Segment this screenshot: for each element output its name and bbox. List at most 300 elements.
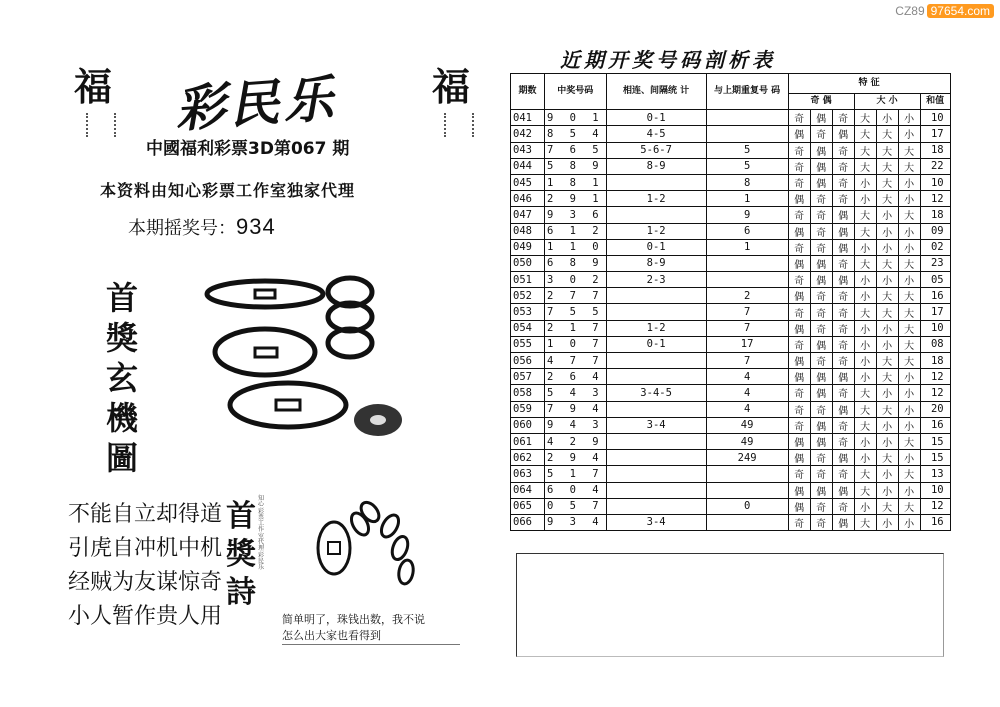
cell-period: 066 <box>511 514 545 530</box>
cell-sum: 15 <box>920 450 950 466</box>
cell-odd-even: 偶 <box>788 482 810 498</box>
cell-big-small: 大 <box>876 126 898 142</box>
cell-odd-even: 奇 <box>788 385 810 401</box>
cell-sum: 17 <box>920 304 950 320</box>
cell-odd-even: 奇 <box>788 336 810 352</box>
cell-odd-even: 奇 <box>810 304 832 320</box>
hint-line: 怎么出大家也看得到 <box>282 629 381 642</box>
cell-period: 047 <box>511 207 545 223</box>
xuanji-char: 首 <box>105 279 138 317</box>
cell-period: 059 <box>511 401 545 417</box>
table-row <box>511 466 951 482</box>
fu-character-left <box>74 56 116 137</box>
cell-odd-even: 奇 <box>788 304 810 320</box>
cell-repeat <box>706 482 788 498</box>
cell-period: 050 <box>511 255 545 271</box>
cell-big-small: 小 <box>854 272 876 288</box>
cell-sum: 16 <box>920 288 950 304</box>
cell-big-small: 小 <box>876 482 898 498</box>
poem-line: 小人暂作贵人用 <box>68 604 223 629</box>
table-row <box>511 482 951 498</box>
table-row <box>511 255 951 271</box>
cell-winning: 7 6 5 <box>545 142 607 158</box>
table-row <box>511 223 951 239</box>
cell-winning: 5 1 7 <box>545 466 607 482</box>
cell-big-small: 小 <box>876 336 898 352</box>
cell-odd-even: 偶 <box>832 450 854 466</box>
cell-odd-even: 奇 <box>832 417 854 433</box>
cell-winning: 1 0 7 <box>545 336 607 352</box>
cell-adjacent: 8-9 <box>606 158 706 174</box>
cell-period: 064 <box>511 482 545 498</box>
cell-odd-even: 奇 <box>788 466 810 482</box>
cell-odd-even: 偶 <box>810 433 832 449</box>
cell-adjacent <box>606 433 706 449</box>
fu-character-right <box>432 56 474 137</box>
cell-big-small: 大 <box>876 304 898 320</box>
cell-period: 058 <box>511 385 545 401</box>
cell-big-small: 大 <box>898 466 920 482</box>
cell-big-small: 大 <box>876 255 898 271</box>
cell-big-small: 大 <box>854 142 876 158</box>
header-sum: 和值 <box>920 94 950 110</box>
table-row <box>511 126 951 142</box>
cell-repeat: 5 <box>706 142 788 158</box>
cell-odd-even: 奇 <box>810 288 832 304</box>
cell-big-small: 小 <box>854 369 876 385</box>
cell-period: 041 <box>511 110 545 126</box>
cell-period: 062 <box>511 450 545 466</box>
cell-sum: 16 <box>920 514 950 530</box>
pendant-coin-icon <box>318 522 350 574</box>
cell-adjacent <box>606 207 706 223</box>
cell-big-small: 大 <box>876 353 898 369</box>
cell-big-small: 小 <box>876 433 898 449</box>
poem-line: 经贼为友谋惊奇 <box>68 570 223 595</box>
xuanji-char: 機 <box>105 399 138 437</box>
cell-adjacent: 1-2 <box>606 191 706 207</box>
cell-adjacent: 8-9 <box>606 255 706 271</box>
cell-big-small: 小 <box>898 191 920 207</box>
cell-adjacent <box>606 369 706 385</box>
coin-diagram <box>200 260 420 450</box>
cell-big-small: 小 <box>854 174 876 190</box>
cell-odd-even: 奇 <box>810 514 832 530</box>
cell-sum: 16 <box>920 417 950 433</box>
cell-odd-even: 偶 <box>810 482 832 498</box>
cell-sum: 12 <box>920 498 950 514</box>
cell-odd-even: 偶 <box>832 514 854 530</box>
cell-big-small: 大 <box>854 385 876 401</box>
cell-winning: 6 0 4 <box>545 482 607 498</box>
coin-hole-icon <box>276 400 300 410</box>
cell-sum: 05 <box>920 272 950 288</box>
cell-repeat: 0 <box>706 498 788 514</box>
cell-odd-even: 偶 <box>788 288 810 304</box>
cell-repeat: 4 <box>706 401 788 417</box>
cell-big-small: 小 <box>876 223 898 239</box>
cell-period: 056 <box>511 353 545 369</box>
header-repeat: 与上期重复号 码 <box>706 74 788 110</box>
table-row <box>511 174 951 190</box>
cell-adjacent: 1-2 <box>606 223 706 239</box>
cell-big-small: 小 <box>876 272 898 288</box>
cell-period: 065 <box>511 498 545 514</box>
table-row <box>511 272 951 288</box>
cell-repeat: 1 <box>706 191 788 207</box>
cell-repeat <box>706 255 788 271</box>
cell-big-small: 小 <box>898 514 920 530</box>
poem <box>68 498 222 634</box>
cell-repeat: 8 <box>706 174 788 190</box>
cell-winning: 3 0 2 <box>545 272 607 288</box>
table-row <box>511 498 951 514</box>
cell-winning: 2 9 4 <box>545 450 607 466</box>
cell-adjacent: 0-1 <box>606 336 706 352</box>
table-row <box>511 433 951 449</box>
cell-sum: 17 <box>920 126 950 142</box>
cell-odd-even: 偶 <box>788 433 810 449</box>
cell-big-small: 大 <box>898 304 920 320</box>
cell-big-small: 小 <box>854 433 876 449</box>
cell-sum: 18 <box>920 207 950 223</box>
table-row <box>511 142 951 158</box>
cell-big-small: 大 <box>854 223 876 239</box>
cell-big-small: 大 <box>898 336 920 352</box>
cell-sum: 10 <box>920 174 950 190</box>
issue-line: 中國福利彩票3D第067 期 <box>146 139 350 159</box>
cell-odd-even: 偶 <box>810 369 832 385</box>
cell-adjacent: 4-5 <box>606 126 706 142</box>
watermark-site: 97654.com <box>927 4 994 18</box>
cell-odd-even: 偶 <box>810 255 832 271</box>
cell-big-small: 小 <box>854 191 876 207</box>
cell-big-small: 小 <box>898 174 920 190</box>
cell-adjacent <box>606 466 706 482</box>
draw-result <box>128 214 276 240</box>
table-row <box>511 191 951 207</box>
poem-head-char: 獎 <box>226 537 256 572</box>
cell-winning: 9 3 4 <box>545 514 607 530</box>
tassel-right-icon <box>444 113 474 137</box>
cell-period: 042 <box>511 126 545 142</box>
table-row <box>511 385 951 401</box>
xuanji-char: 獎 <box>105 319 138 357</box>
coin-pendant-diagram <box>308 496 468 606</box>
cell-winning: 6 1 2 <box>545 223 607 239</box>
cell-big-small: 大 <box>876 191 898 207</box>
coin-long-top-icon <box>207 281 323 307</box>
cell-winning: 2 9 1 <box>545 191 607 207</box>
cell-sum: 20 <box>920 401 950 417</box>
table-row <box>511 288 951 304</box>
cell-winning: 9 0 1 <box>545 110 607 126</box>
cell-big-small: 大 <box>854 482 876 498</box>
cell-odd-even: 奇 <box>788 142 810 158</box>
cell-winning: 2 7 7 <box>545 288 607 304</box>
draw-number: 934 <box>236 214 276 239</box>
agency-notice: 本资料由知心彩票工作室独家代理 <box>100 181 356 200</box>
vertical-note: 知心彩票工作室代理彩民乐 <box>258 495 265 572</box>
cell-big-small: 大 <box>854 466 876 482</box>
cell-big-small: 大 <box>876 142 898 158</box>
cell-odd-even: 偶 <box>810 158 832 174</box>
cell-period: 046 <box>511 191 545 207</box>
poem-head-char: 詩 <box>226 575 256 610</box>
cell-big-small: 小 <box>898 417 920 433</box>
cell-odd-even: 奇 <box>810 498 832 514</box>
cell-big-small: 大 <box>876 401 898 417</box>
table-row <box>511 239 951 255</box>
cell-adjacent: 0-1 <box>606 239 706 255</box>
cell-big-small: 小 <box>854 450 876 466</box>
header-odd-even: 奇 偶 <box>788 94 854 110</box>
cell-odd-even: 奇 <box>810 466 832 482</box>
cell-adjacent: 3-4 <box>606 417 706 433</box>
cell-big-small: 大 <box>898 142 920 158</box>
table-title: 近期开奖号码剖析表 <box>560 48 776 72</box>
draw-label: 本期摇奖号： <box>128 218 236 239</box>
cell-odd-even: 偶 <box>788 498 810 514</box>
cell-period: 054 <box>511 320 545 336</box>
pendant-ring-icon <box>397 559 415 585</box>
cell-odd-even: 奇 <box>810 207 832 223</box>
cell-odd-even: 偶 <box>788 126 810 142</box>
tassel-left-icon <box>86 113 116 137</box>
cell-big-small: 大 <box>854 158 876 174</box>
cell-odd-even: 偶 <box>832 223 854 239</box>
cell-odd-even: 奇 <box>832 174 854 190</box>
cell-big-small: 大 <box>898 158 920 174</box>
cell-odd-even: 奇 <box>810 223 832 239</box>
coin-hole-icon <box>255 290 275 298</box>
table-row <box>511 320 951 336</box>
cell-big-small: 大 <box>854 417 876 433</box>
page-title: 彩民乐 <box>173 68 340 139</box>
cell-odd-even: 偶 <box>832 207 854 223</box>
cell-odd-even: 奇 <box>832 320 854 336</box>
cell-winning: 5 8 9 <box>545 158 607 174</box>
cell-sum: 18 <box>920 142 950 158</box>
cell-big-small: 大 <box>854 401 876 417</box>
cell-big-small: 小 <box>854 498 876 514</box>
cell-repeat: 9 <box>706 207 788 223</box>
cell-big-small: 大 <box>876 369 898 385</box>
cell-sum: 09 <box>920 223 950 239</box>
cell-big-small: 小 <box>898 450 920 466</box>
cell-period: 053 <box>511 304 545 320</box>
cell-odd-even: 奇 <box>788 174 810 190</box>
cell-period: 057 <box>511 369 545 385</box>
table-row <box>511 401 951 417</box>
cell-odd-even: 奇 <box>832 336 854 352</box>
cell-period: 045 <box>511 174 545 190</box>
cell-big-small: 小 <box>898 223 920 239</box>
cell-winning: 6 8 9 <box>545 255 607 271</box>
header-period: 期数 <box>511 74 545 110</box>
cell-sum: 10 <box>920 320 950 336</box>
cell-big-small: 大 <box>898 207 920 223</box>
cell-adjacent <box>606 498 706 514</box>
poem-head-char: 首 <box>226 499 256 534</box>
header-big-small: 大 小 <box>854 94 920 110</box>
hint-text <box>282 612 425 644</box>
cell-big-small: 小 <box>876 385 898 401</box>
cell-odd-even: 偶 <box>810 174 832 190</box>
cell-period: 055 <box>511 336 545 352</box>
cell-big-small: 小 <box>898 401 920 417</box>
cell-period: 043 <box>511 142 545 158</box>
cell-repeat <box>706 126 788 142</box>
table-body <box>511 110 951 531</box>
cell-winning: 7 5 5 <box>545 304 607 320</box>
cell-odd-even: 偶 <box>810 110 832 126</box>
cell-winning: 8 5 4 <box>545 126 607 142</box>
cell-odd-even: 偶 <box>788 450 810 466</box>
cell-odd-even: 偶 <box>832 272 854 288</box>
cell-big-small: 大 <box>898 498 920 514</box>
cell-big-small: 小 <box>898 110 920 126</box>
pendant-ring-icon <box>358 499 383 525</box>
cell-adjacent <box>606 288 706 304</box>
cell-sum: 22 <box>920 158 950 174</box>
table-row <box>511 304 951 320</box>
table-row <box>511 158 951 174</box>
cell-repeat: 7 <box>706 304 788 320</box>
watermark-prefix: CZ89 <box>895 4 925 18</box>
cell-odd-even: 奇 <box>832 498 854 514</box>
cell-big-small: 小 <box>854 288 876 304</box>
cell-odd-even: 奇 <box>832 191 854 207</box>
cell-odd-even: 奇 <box>788 158 810 174</box>
cell-big-small: 大 <box>898 320 920 336</box>
cell-winning: 9 3 6 <box>545 207 607 223</box>
cell-odd-even: 偶 <box>788 223 810 239</box>
cell-repeat <box>706 514 788 530</box>
cell-repeat: 6 <box>706 223 788 239</box>
table-row <box>511 353 951 369</box>
cell-winning: 9 4 3 <box>545 417 607 433</box>
cell-odd-even: 奇 <box>788 272 810 288</box>
cell-big-small: 小 <box>854 239 876 255</box>
cell-repeat: 1 <box>706 239 788 255</box>
cell-odd-even: 奇 <box>832 385 854 401</box>
cell-repeat <box>706 272 788 288</box>
table-row <box>511 207 951 223</box>
pendant-ring-icon <box>348 510 372 538</box>
poem-heading <box>226 498 256 612</box>
cell-odd-even: 奇 <box>810 191 832 207</box>
cell-big-small: 大 <box>876 288 898 304</box>
cell-sum: 08 <box>920 336 950 352</box>
cell-winning: 7 9 4 <box>545 401 607 417</box>
cell-repeat: 249 <box>706 450 788 466</box>
cell-big-small: 大 <box>854 110 876 126</box>
cell-winning: 4 7 7 <box>545 353 607 369</box>
cell-odd-even: 偶 <box>810 272 832 288</box>
cell-big-small: 小 <box>898 126 920 142</box>
cell-odd-even: 奇 <box>788 207 810 223</box>
cell-adjacent: 5-6-7 <box>606 142 706 158</box>
cell-big-small: 小 <box>876 239 898 255</box>
cell-odd-even: 奇 <box>788 417 810 433</box>
poem-line: 不能自立却得道 <box>68 502 223 527</box>
cell-winning: 0 5 7 <box>545 498 607 514</box>
header-adjacent: 相连、间隔统 计 <box>606 74 706 110</box>
cell-big-small: 大 <box>876 498 898 514</box>
cell-adjacent <box>606 450 706 466</box>
cell-odd-even: 偶 <box>832 126 854 142</box>
cell-odd-even: 偶 <box>810 336 832 352</box>
table-row <box>511 417 951 433</box>
cell-odd-even: 偶 <box>810 385 832 401</box>
cell-repeat: 5 <box>706 158 788 174</box>
cell-odd-even: 奇 <box>810 353 832 369</box>
cell-period: 060 <box>511 417 545 433</box>
cell-odd-even: 奇 <box>832 255 854 271</box>
cell-odd-even: 偶 <box>788 320 810 336</box>
cell-sum: 10 <box>920 110 950 126</box>
cell-big-small: 大 <box>876 158 898 174</box>
analysis-table <box>510 73 951 531</box>
cell-adjacent: 3-4-5 <box>606 385 706 401</box>
cell-big-small: 大 <box>876 174 898 190</box>
cell-odd-even: 奇 <box>788 401 810 417</box>
cell-big-small: 大 <box>898 255 920 271</box>
cell-repeat <box>706 110 788 126</box>
cell-odd-even: 偶 <box>788 353 810 369</box>
cell-period: 063 <box>511 466 545 482</box>
cell-repeat: 17 <box>706 336 788 352</box>
header-feature: 特 征 <box>788 74 950 94</box>
cell-big-small: 小 <box>898 239 920 255</box>
cell-big-small: 大 <box>854 514 876 530</box>
cell-winning: 4 2 9 <box>545 433 607 449</box>
cell-adjacent: 1-2 <box>606 320 706 336</box>
cell-odd-even: 奇 <box>832 158 854 174</box>
blank-notes-box <box>516 553 944 657</box>
hint-line: 简单明了，珠钱出数，我不说 <box>282 613 425 626</box>
cell-repeat: 7 <box>706 353 788 369</box>
cell-odd-even: 偶 <box>832 239 854 255</box>
cell-big-small: 小 <box>854 320 876 336</box>
cell-adjacent <box>606 353 706 369</box>
coin-large-center-icon <box>215 329 315 375</box>
cell-adjacent: 2-3 <box>606 272 706 288</box>
poem-line: 引虎自冲机中机 <box>68 536 223 561</box>
cell-odd-even: 偶 <box>832 482 854 498</box>
cell-big-small: 大 <box>898 288 920 304</box>
cell-repeat <box>706 466 788 482</box>
pendant-ring-icon <box>389 534 410 561</box>
cell-big-small: 小 <box>854 353 876 369</box>
cell-period: 052 <box>511 288 545 304</box>
cell-odd-even: 偶 <box>832 369 854 385</box>
cell-odd-even: 奇 <box>810 450 832 466</box>
cell-sum: 10 <box>920 482 950 498</box>
watermark <box>895 4 994 18</box>
cell-adjacent <box>606 304 706 320</box>
cell-period: 048 <box>511 223 545 239</box>
cell-odd-even: 奇 <box>810 126 832 142</box>
xuanji-heading <box>104 278 140 478</box>
cell-big-small: 小 <box>876 514 898 530</box>
cell-big-small: 大 <box>898 433 920 449</box>
table-row <box>511 514 951 530</box>
cell-odd-even: 奇 <box>810 239 832 255</box>
cell-odd-even: 奇 <box>810 320 832 336</box>
cell-big-small: 小 <box>876 320 898 336</box>
